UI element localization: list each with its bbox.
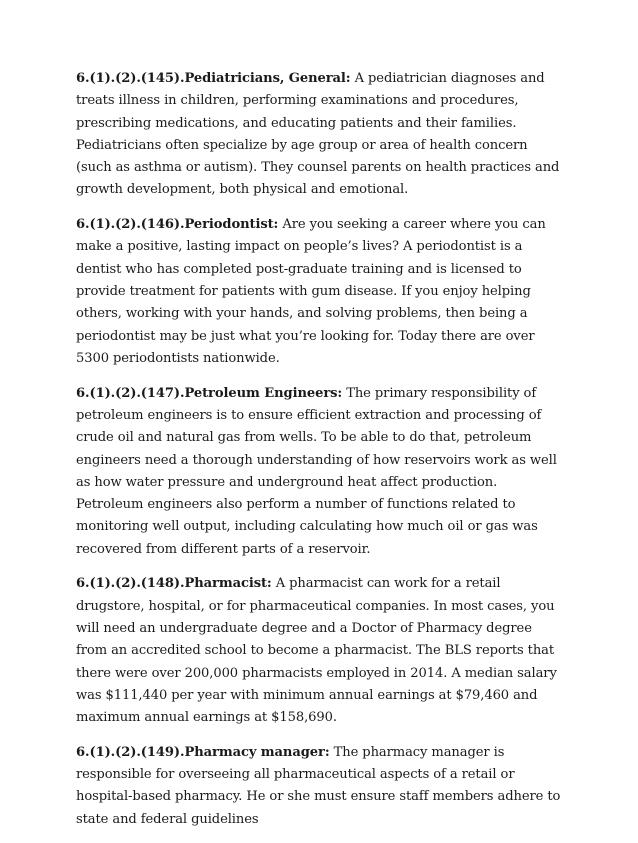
entry-term: 6.(1).(2).(148).Pharmacist: — [76, 576, 272, 592]
entry-term: 6.(1).(2).(147).Petroleum Engineers: — [76, 385, 343, 401]
entry-term: 6.(1).(2).(145).Pediatricians, General: — [76, 71, 351, 86]
entry-text: A pharmacist can work for a retail drugstore, hospital, or for pharmaceutical companies. In most cases, you will need an undergraduate degree and a Doctor of Pharmacy degree from an accredited school to become a pharmacist. The BLS reports that there were over 200,000 pharmacists employed in 2014. A median salary was $111,440 per year with minimum annual earnings at $79,460 and maximum annual earnings at $158,690. — [76, 576, 557, 726]
entry-text: The primary responsibility of petroleum engineers is to ensure efficient extraction and processing of crude oil and natural gas from wells. To be able to do that, petroleum engineers need a thorough understanding of how reservoirs work as well as how water pressure and underground heat affect production. Petroleum engineers also perform a number of functions related to monitoring well output, including calculating how much oil or gas was recovered from different parts of a reservoir. — [76, 385, 557, 557]
entry-periodontist — [76, 214, 564, 370]
entry-term: 6.(1).(2).(149).Pharmacy manager: — [76, 744, 330, 760]
entry-text: The pharmacy manager is responsible for overseeing all pharmaceutical aspects of a retail or hospital-based pharmacy. He or she must ensure staff members adhere to state and federal guidelines — [76, 744, 561, 827]
entry-term: 6.(1).(2).(146).Periodontist: — [76, 217, 279, 233]
entry-text: Are you seeking a career where you can make a positive, lasting impact on people’s lives? A periodontist is a dentist who has completed post-graduate training and is licensed to provide treatment for patients with gum disease. If you enjoy helping others, working with your hands, and solving problems, then being a periodontist may be just what you’re looking for. Today there are over 5300 periodontists nationwide. — [76, 217, 546, 366]
document-body — [76, 68, 564, 843]
entry-petroleum-engineers — [76, 383, 564, 561]
entry-pediatricians — [76, 68, 564, 202]
entry-pharmacist — [76, 573, 564, 729]
entry-pharmacy-manager — [76, 742, 564, 831]
entry-text: A pediatrician diagnoses and treats illness in children, performing examinations and procedures, prescribing medications, and educating patients and their families. Pediatricians often specialize by age group or area of health concern (such as asthma or autism). They counsel parents on health practices and growth development, both physical and emotional. — [76, 71, 560, 198]
